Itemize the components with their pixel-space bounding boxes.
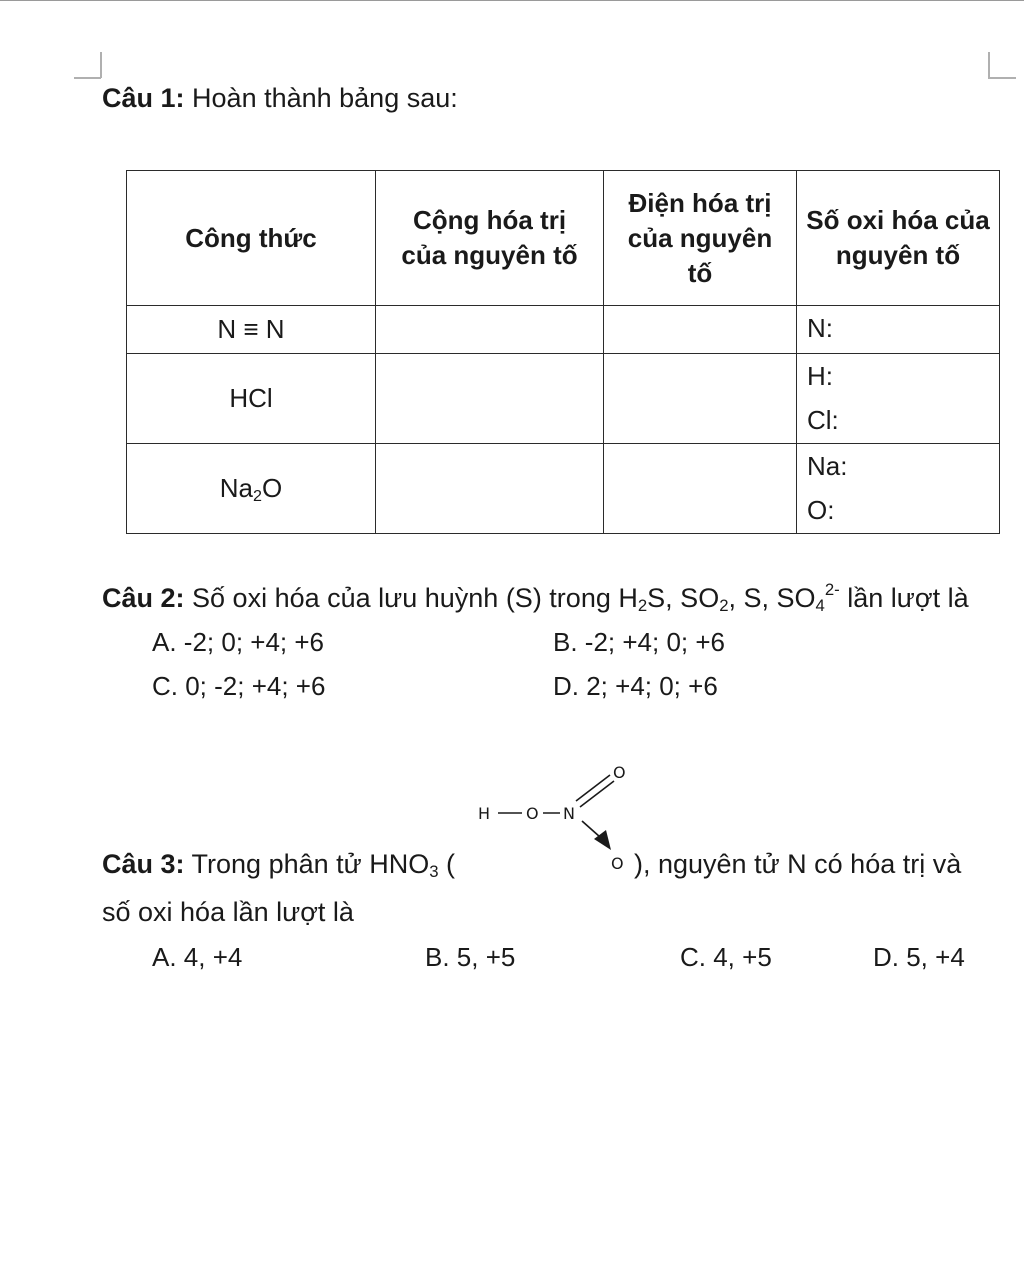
oxidation-cell[interactable] <box>797 354 1000 444</box>
oxidation-label: N: <box>807 313 833 343</box>
formula-cell: N ≡ N <box>127 306 376 354</box>
question-3-line-2: số oxi hóa lần lượt là <box>102 897 354 927</box>
ionic-valence-cell[interactable] <box>604 306 797 354</box>
question-2-option-a[interactable]: A. -2; 0; +4; +6 <box>152 627 324 657</box>
header-oxidation-number: Số oxi hóa của nguyên tố <box>797 171 1000 306</box>
crop-mark-left-horizontal <box>74 77 101 79</box>
question-2-option-b[interactable]: B. -2; +4; 0; +6 <box>553 627 725 657</box>
atom-n: N <box>563 804 575 823</box>
oxidation-label: Na: <box>807 451 848 481</box>
question-3-line-1: Câu 3: Trong phân tử $HNO_3$ ( <box>102 849 456 881</box>
atom-o-hydroxyl: O <box>526 804 539 823</box>
question-1-label: Câu 1: <box>102 83 185 113</box>
question-3-option-a[interactable]: A. 4, +4 <box>152 942 243 972</box>
atom-o-coordinate: O <box>611 854 624 873</box>
question-3-option-b[interactable]: B. 5, +5 <box>425 942 516 972</box>
crop-mark-right-horizontal <box>988 77 1016 79</box>
covalent-valence-cell[interactable] <box>376 354 604 444</box>
atom-h: H <box>478 804 491 823</box>
question-2-option-d[interactable]: D. 2; +4; 0; +6 <box>553 671 718 701</box>
crop-mark-right-vertical <box>988 52 990 78</box>
oxidation-label: H: <box>807 361 833 391</box>
table-row <box>127 354 1000 444</box>
question-3-label: Câu 3: <box>102 849 185 879</box>
answer-table <box>126 170 1000 534</box>
ionic-valence-cell[interactable] <box>604 354 797 444</box>
header-ionic-valence: Điện hóa trị của nguyên tố <box>604 171 797 306</box>
oxidation-label: O: <box>807 495 835 525</box>
ionic-valence-cell[interactable] <box>604 444 797 534</box>
question-2-label: Câu 2: <box>102 583 185 613</box>
oxidation-cell[interactable] <box>797 306 1000 354</box>
question-3-option-c[interactable]: C. 4, +5 <box>680 942 772 972</box>
crop-mark-left-vertical <box>100 52 102 78</box>
covalent-valence-cell[interactable] <box>376 444 604 534</box>
question-1-title <box>102 82 458 114</box>
hno3-structure-diagram <box>470 755 640 880</box>
question-3-line-1-end: ), nguyên tử N có hóa trị và <box>634 849 962 879</box>
question-1-text: Hoàn thành bảng sau: <box>184 83 458 113</box>
page-top-border <box>0 0 1024 1</box>
oxidation-label: Cl: <box>807 405 839 435</box>
atom-o-double: O <box>613 763 626 782</box>
oxidation-cell[interactable] <box>797 444 1000 534</box>
table-header-row <box>127 171 1000 306</box>
table-row <box>127 444 1000 534</box>
header-formula: Công thức <box>127 171 376 306</box>
question-3-option-d[interactable]: D. 5, +4 <box>873 942 965 972</box>
question-2-text: Câu 2: Số oxi hóa của lưu huỳnh (S) trong $H_2S$, $SO_2$, S, $SO_4^{2-}$ lần lượt là <box>102 580 969 615</box>
coordinate-bond-line <box>582 821 600 837</box>
table-row <box>127 306 1000 354</box>
formula-cell: HCl <box>127 354 376 444</box>
question-2-option-c[interactable]: C. 0; -2; +4; +6 <box>152 671 326 701</box>
covalent-valence-cell[interactable] <box>376 306 604 354</box>
formula-cell: $Na_2O$ <box>127 444 376 534</box>
header-covalent-valence: Cộng hóa trị của nguyên tố <box>376 171 604 306</box>
